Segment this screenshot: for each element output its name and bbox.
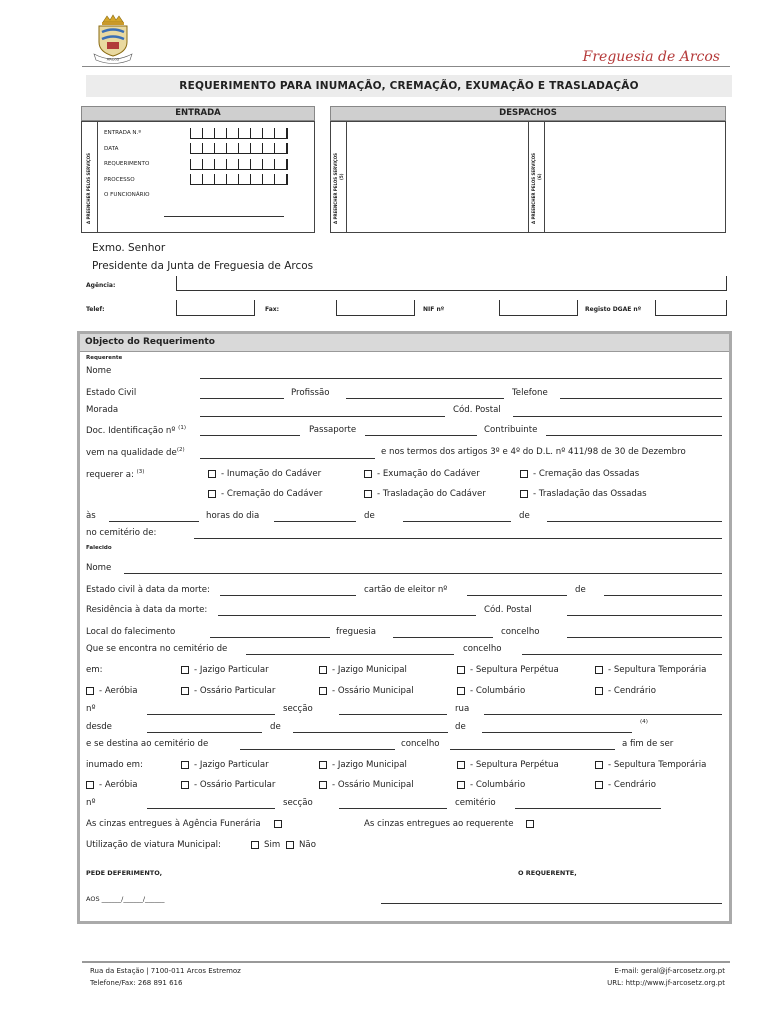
req-nome-label: Nome bbox=[86, 366, 112, 376]
fal-freguesia-field[interactable] bbox=[393, 637, 493, 638]
req-contribuinte-label: Contribuinte bbox=[484, 425, 538, 435]
inum-sepultura-perpetua: - Sepultura Perpétua bbox=[470, 760, 559, 770]
req-doc-label: Doc. Identificação nº $^{(1)}$ bbox=[86, 425, 186, 436]
svg-text:ARCOS: ARCOS bbox=[106, 57, 120, 62]
despachos-header: DESPACHOS bbox=[330, 106, 726, 121]
cinzas-agencia-label: As cinzas entregues à Agência Funerária bbox=[86, 819, 261, 829]
destina-concelho-label: concelho bbox=[401, 739, 440, 749]
inumado-label: inumado em: bbox=[86, 760, 143, 770]
agencia-label: Agência: bbox=[86, 282, 116, 289]
em-ossario-particular: - Ossário Particular bbox=[194, 686, 276, 696]
header-logo bbox=[90, 14, 136, 64]
checkbox-cremacao-ossadas[interactable] bbox=[520, 470, 528, 478]
entrada-header: ENTRADA bbox=[81, 106, 315, 121]
requerente-signature-line[interactable] bbox=[381, 903, 722, 904]
entrada-processo-grid[interactable] bbox=[190, 174, 288, 185]
de-field-2[interactable] bbox=[547, 521, 722, 522]
entrada-label-funcionario: O FUNCIONÁRIO bbox=[104, 192, 150, 198]
checkbox-em-jazigo-municipal[interactable] bbox=[319, 666, 327, 674]
fal-cod-postal-field[interactable] bbox=[567, 615, 722, 616]
checkbox-em-columbario[interactable] bbox=[457, 687, 465, 695]
req-telefone-label: Telefone bbox=[512, 388, 548, 398]
cemiterio2-field[interactable] bbox=[515, 808, 661, 809]
brand-name: Freguesia de Arcos bbox=[582, 49, 720, 65]
fal-cod-postal-label: Cód. Postal bbox=[484, 605, 532, 615]
horas-field[interactable] bbox=[274, 521, 356, 522]
destina-concelho-field[interactable] bbox=[450, 749, 615, 750]
fal-concelho2-label: concelho bbox=[463, 644, 502, 654]
dgae-input[interactable] bbox=[655, 300, 727, 316]
fal-que-field[interactable] bbox=[246, 654, 454, 655]
funcionario-signature-line[interactable] bbox=[164, 216, 284, 217]
desde-label: desde bbox=[86, 722, 112, 732]
cinzas-requerente-label: As cinzas entregues ao requerente bbox=[364, 819, 514, 829]
checkbox-inumacao-cadaver[interactable] bbox=[208, 470, 216, 478]
opt-exumacao-cadaver: - Exumação do Cadáver bbox=[377, 469, 480, 479]
req-qualidade-label: vem na qualidade $de^{(2)}$ bbox=[86, 447, 185, 458]
checkbox-exumacao-cadaver[interactable] bbox=[364, 470, 372, 478]
checkbox-inum-jazigo-municipal[interactable] bbox=[319, 761, 327, 769]
header-rule bbox=[82, 66, 730, 67]
dgae-label: Registo DGAE nº bbox=[585, 306, 642, 313]
entrada-numero-grid[interactable] bbox=[190, 128, 288, 139]
checkbox-inum-columbario[interactable] bbox=[457, 781, 465, 789]
opt-inumacao-cadaver: - Inumação do Cadáver bbox=[221, 469, 322, 479]
req-estado-civil-label: Estado Civil bbox=[86, 388, 137, 398]
checkbox-inum-cendrario[interactable] bbox=[595, 781, 603, 789]
fal-nome-field[interactable] bbox=[124, 573, 722, 574]
em-ossario-municipal: - Ossário Municipal bbox=[332, 686, 414, 696]
fal-residencia-field[interactable] bbox=[218, 615, 476, 616]
inum-ossario-municipal: - Ossário Municipal bbox=[332, 780, 414, 790]
de-field-1[interactable] bbox=[403, 521, 511, 522]
nif-input[interactable] bbox=[499, 300, 578, 316]
checkbox-em-aerobia[interactable] bbox=[86, 687, 94, 695]
checkbox-viatura-nao[interactable] bbox=[286, 841, 294, 849]
address-exmo: Exmo. Senhor bbox=[92, 242, 166, 254]
entrada-requerimento-grid[interactable] bbox=[190, 159, 288, 170]
desde-de-label-1: de bbox=[270, 722, 281, 732]
as-field[interactable] bbox=[109, 521, 199, 522]
seccao-field[interactable] bbox=[339, 714, 447, 715]
desde-de-field-2[interactable] bbox=[482, 732, 632, 733]
n2-field[interactable] bbox=[147, 808, 275, 809]
cemiterio-field[interactable] bbox=[194, 538, 722, 539]
entrada-label-requerimento: REQUERIMENTO bbox=[104, 161, 150, 167]
checkbox-inum-ossario-municipal[interactable] bbox=[319, 781, 327, 789]
n-field[interactable] bbox=[147, 714, 275, 715]
opt-trasladacao-ossadas: - Trasladação das Ossadas bbox=[533, 489, 647, 499]
telef-label: Telef: bbox=[86, 306, 105, 313]
aos-date[interactable]: AOS ______/______/______ bbox=[86, 895, 165, 903]
checkbox-cinzas-requerente[interactable] bbox=[526, 820, 534, 828]
despachos-side-label-1: A PREENCHER PELOS SERVIÇOS bbox=[333, 152, 338, 224]
req-estado-civil-field[interactable] bbox=[200, 398, 284, 399]
req-qualidade-field[interactable] bbox=[200, 458, 375, 459]
requerer-label: requerer a: $^{(3)}$ bbox=[86, 469, 145, 480]
form-title: REQUERIMENTO PARA INUMAÇÃO, CREMAÇÃO, EXUMAÇÃO E TRASLADAÇÃO bbox=[86, 75, 732, 97]
seccao2-field[interactable] bbox=[339, 808, 447, 809]
fal-cartao-de-field[interactable] bbox=[604, 595, 722, 596]
em-label: em: bbox=[86, 665, 103, 675]
req-doc-field[interactable] bbox=[200, 435, 300, 436]
requerente-signature-label: O REQUERENTE, bbox=[518, 869, 577, 877]
entrada-side-label: A PREENCHER PELOS SERVIÇOS bbox=[86, 152, 91, 224]
rua-field[interactable] bbox=[484, 714, 722, 715]
em-jazigo-municipal: - Jazigo Municipal bbox=[332, 665, 407, 675]
fal-estado-field[interactable] bbox=[220, 595, 356, 596]
req-passaporte-label: Passaporte bbox=[309, 425, 357, 435]
inum-jazigo-particular: - Jazigo Particular bbox=[194, 760, 269, 770]
checkbox-trasladacao-cadaver[interactable] bbox=[364, 490, 372, 498]
inum-jazigo-municipal: - Jazigo Municipal bbox=[332, 760, 407, 770]
fax-input[interactable] bbox=[336, 300, 415, 316]
checkbox-em-sepultura-perpetua[interactable] bbox=[457, 666, 465, 674]
fal-freguesia-label: freguesia bbox=[336, 627, 376, 637]
em-jazigo-particular: - Jazigo Particular bbox=[194, 665, 269, 675]
despachos-side-num-1: (5) bbox=[339, 173, 344, 180]
telef-input[interactable] bbox=[176, 300, 255, 316]
entrada-data-grid[interactable] bbox=[190, 143, 288, 154]
checkbox-em-ossario-particular[interactable] bbox=[181, 687, 189, 695]
fal-local-field[interactable] bbox=[210, 637, 330, 638]
req-contribuinte-field[interactable] bbox=[546, 435, 722, 436]
despachos-side-label-2: A PREENCHER PELOS SERVIÇOS bbox=[531, 152, 536, 224]
entrada-label-processo: PROCESSO bbox=[104, 177, 135, 183]
as-label: às bbox=[86, 511, 96, 521]
checkbox-cinzas-agencia[interactable] bbox=[274, 820, 282, 828]
em-sepultura-temporaria: - Sepultura Temporária bbox=[608, 665, 707, 675]
fal-nome-label: Nome bbox=[86, 563, 112, 573]
checkbox-inum-ossario-particular[interactable] bbox=[181, 781, 189, 789]
req-cod-postal-label: Cód. Postal bbox=[453, 405, 501, 415]
seccao2-label: secção bbox=[283, 798, 313, 808]
address-presidente: Presidente da Junta de Freguesia de Arcos bbox=[92, 260, 314, 272]
fax-label: Fax: bbox=[265, 306, 280, 313]
rua-label: rua bbox=[455, 704, 470, 714]
fal-estado-label: Estado civil à data da morte: bbox=[86, 585, 210, 595]
checkbox-inum-sepultura-perpetua[interactable] bbox=[457, 761, 465, 769]
de-label-2: de bbox=[519, 511, 530, 521]
cemiterio2-label: cemitério bbox=[455, 798, 496, 808]
req-profissao-field[interactable] bbox=[346, 398, 504, 399]
inum-ossario-particular: - Ossário Particular bbox=[194, 780, 276, 790]
checkbox-cremacao-cadaver[interactable] bbox=[208, 490, 216, 498]
checkbox-em-sepultura-temporaria[interactable] bbox=[595, 666, 603, 674]
req-telefone-field[interactable] bbox=[560, 398, 722, 399]
fal-cartao-label: cartão de eleitor nº bbox=[364, 585, 448, 595]
footer-email[interactable]: E-mail: geral@jf-arcosetz.org.pt bbox=[614, 967, 725, 975]
cemiterio-label: no cemitério de: bbox=[86, 528, 157, 538]
checkbox-trasladacao-ossadas[interactable] bbox=[520, 490, 528, 498]
viatura-label: Utilização de viatura Municipal: bbox=[86, 840, 221, 850]
fal-residencia-label: Residência à data da morte: bbox=[86, 605, 208, 615]
inum-cendrario: - Cendrário bbox=[608, 780, 656, 790]
nif-label: NIF nº bbox=[423, 306, 445, 313]
em-cendrario: - Cendrário bbox=[608, 686, 656, 696]
objecto-title: Objecto do Requerimento bbox=[85, 337, 215, 347]
checkbox-inum-sepultura-temporaria[interactable] bbox=[595, 761, 603, 769]
fal-concelho-field[interactable] bbox=[567, 637, 722, 638]
checkbox-inum-aerobia[interactable] bbox=[86, 781, 94, 789]
destina-label: e se destina ao cemitério de bbox=[86, 739, 209, 749]
n-label: nº bbox=[86, 704, 96, 714]
checkbox-viatura-sim[interactable] bbox=[251, 841, 259, 849]
fal-concelho-label: concelho bbox=[501, 627, 540, 637]
em-aerobia: - Aeróbia bbox=[99, 686, 138, 696]
checkbox-em-ossario-municipal[interactable] bbox=[319, 687, 327, 695]
seccao-label: secção bbox=[283, 704, 313, 714]
checkbox-em-jazigo-particular[interactable] bbox=[181, 666, 189, 674]
entrada-label-numero: ENTRADA N.º bbox=[104, 130, 142, 136]
viatura-sim-label: Sim bbox=[264, 840, 281, 850]
req-profissao-label: Profissão bbox=[291, 388, 330, 398]
fal-concelho2-field[interactable] bbox=[522, 654, 722, 655]
inum-aerobia: - Aeróbia bbox=[99, 780, 138, 790]
inum-columbario: - Columbário bbox=[470, 780, 526, 790]
req-termos-text: e nos termos dos artigos 3º e 4º do D.L. nº 411/98 de 30 de Dezembro bbox=[381, 447, 686, 457]
req-nome-field[interactable] bbox=[200, 378, 722, 379]
checkbox-em-cendrario[interactable] bbox=[595, 687, 603, 695]
destina-field[interactable] bbox=[240, 749, 395, 750]
agencia-input[interactable] bbox=[176, 276, 727, 291]
desde-de-field-1[interactable] bbox=[293, 732, 448, 733]
horas-label: horas do dia bbox=[206, 511, 260, 521]
req-morada-label: Morada bbox=[86, 405, 119, 415]
footer-rule bbox=[82, 961, 730, 963]
opt-trasladacao-cadaver: - Trasladação do Cadáver bbox=[377, 489, 486, 499]
despachos-side-num-2: (6) bbox=[537, 173, 542, 180]
fal-cartao-de-label: de bbox=[575, 585, 586, 595]
n2-label: nº bbox=[86, 798, 96, 808]
footer-phone: Telefone/Fax: 268 891 616 bbox=[90, 979, 183, 987]
falecido-section-label: Falecido bbox=[86, 545, 112, 551]
footer-url[interactable]: URL: http://www.jf-arcosetz.org.pt bbox=[607, 979, 725, 987]
req-passaporte-field[interactable] bbox=[365, 435, 477, 436]
fal-que-label: Que se encontra no cemitério de bbox=[86, 644, 228, 654]
de-label-1: de bbox=[364, 511, 375, 521]
requerente-section-label: Requerente bbox=[86, 355, 123, 361]
em-sepultura-perpetua: - Sepultura Perpétua bbox=[470, 665, 559, 675]
pede-deferimento: PEDE DEFERIMENTO, bbox=[86, 869, 163, 877]
fal-local-label: Local do falecimento bbox=[86, 627, 176, 637]
req-morada-field[interactable] bbox=[200, 416, 445, 417]
entrada-label-data: DATA bbox=[104, 146, 119, 152]
desde-footnote-4: (4) bbox=[640, 719, 648, 725]
req-cod-postal-field[interactable] bbox=[513, 416, 722, 417]
fal-cartao-field[interactable] bbox=[467, 595, 567, 596]
em-columbario: - Columbário bbox=[470, 686, 526, 696]
opt-cremacao-cadaver: - Cremação do Cadáver bbox=[221, 489, 323, 499]
desde-de-label-2: de bbox=[455, 722, 466, 732]
desde-field[interactable] bbox=[147, 732, 262, 733]
footer-address: Rua da Estação | 7100-011 Arcos Estremoz bbox=[90, 967, 241, 975]
opt-cremacao-ossadas: - Cremação das Ossadas bbox=[533, 469, 640, 479]
viatura-nao-label: Não bbox=[299, 840, 316, 850]
checkbox-inum-jazigo-particular[interactable] bbox=[181, 761, 189, 769]
inum-sepultura-temporaria: - Sepultura Temporária bbox=[608, 760, 707, 770]
fim-label: a fim de ser bbox=[622, 739, 674, 749]
